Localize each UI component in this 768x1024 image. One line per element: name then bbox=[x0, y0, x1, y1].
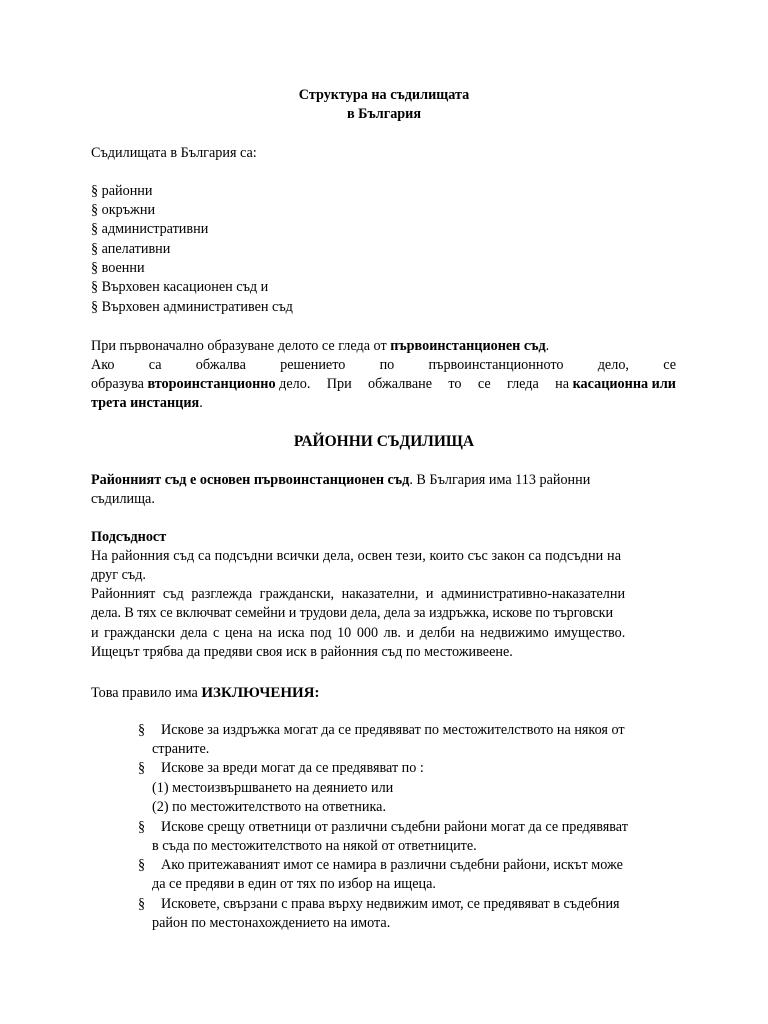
exception-item: Ако притежаваният имот се намира в различни съдебни райони, искът може bbox=[161, 857, 623, 873]
bold-term: първоинстанционен съд bbox=[390, 338, 546, 354]
word: решението bbox=[280, 357, 346, 373]
court-list-item: § военни bbox=[91, 260, 145, 276]
instance-paragraph-line bbox=[91, 375, 676, 394]
exception-item: Искове срещу ответници от различни съдебни райони могат да се предявяват bbox=[161, 819, 628, 835]
exception-item: страните. bbox=[152, 741, 210, 757]
court-list-item: § Върховен административен съд bbox=[91, 299, 293, 315]
word: първоинстанционното bbox=[428, 357, 564, 373]
section-sign-icon: § bbox=[138, 722, 146, 738]
jurisdiction-line: друг съд. bbox=[91, 567, 146, 583]
bold-term: трета инстанция bbox=[91, 395, 200, 411]
jurisdiction-heading: Подсъдност bbox=[91, 529, 167, 545]
text-run: на касационна или bbox=[555, 376, 676, 392]
word: по bbox=[379, 357, 395, 373]
text-run: . bbox=[199, 395, 203, 411]
word: гледа bbox=[506, 376, 539, 392]
text-run: Районният съд е основен първоинстанционен съд. В България има 113 районни bbox=[91, 472, 591, 488]
section-heading: РАЙОННИ СЪДИЛИЩА bbox=[293, 433, 475, 450]
word: обжалване bbox=[368, 376, 433, 392]
district-court-line bbox=[91, 471, 676, 490]
text-run: При първоначално образуване делото се гледа от bbox=[91, 338, 387, 354]
instance-paragraph-line bbox=[91, 356, 676, 375]
exception-item: район по местонахождението на имота. bbox=[152, 915, 391, 931]
word: са bbox=[148, 357, 162, 373]
intro-text: Съдилищата в България са: bbox=[91, 145, 257, 161]
section-sign-icon: § bbox=[138, 760, 146, 776]
instance-paragraph-line bbox=[91, 394, 203, 413]
text-run: образува второинстанционно дело. bbox=[91, 376, 311, 392]
exception-item: в съда по местожителството на някой от ответниците. bbox=[152, 838, 477, 854]
exception-item: (2) по местожителството на ответника. bbox=[152, 799, 386, 815]
court-list-item: § административни bbox=[91, 221, 209, 237]
exception-item: (1) местоизвършването на деянието или bbox=[152, 780, 394, 796]
exception-item: Искове за вреди могат да се предявяват по : bbox=[161, 760, 424, 776]
section-sign-icon: § bbox=[138, 896, 146, 912]
word: обжалва bbox=[195, 357, 246, 373]
section-sign-icon: § bbox=[138, 857, 146, 873]
court-list-item: § районни bbox=[91, 183, 153, 199]
word: Ако bbox=[91, 357, 115, 373]
instance-paragraph-line bbox=[91, 337, 549, 356]
page-subtitle: в България bbox=[346, 106, 422, 122]
word: се bbox=[477, 376, 491, 392]
exceptions-intro bbox=[91, 684, 320, 703]
word: При bbox=[326, 376, 352, 392]
exception-item: Искове за издръжка могат да се предявяват по местожителството на някоя от bbox=[161, 722, 625, 738]
text-run: Това правило има bbox=[91, 685, 198, 701]
jurisdiction-line: дела. В тях се включват семейни и трудови дела, дела за издръжка, искове по търговски bbox=[91, 605, 613, 621]
word: то bbox=[448, 376, 462, 392]
jurisdiction-line: Ищецът трябва да предяви своя иск в районния съд по местоживеене. bbox=[91, 644, 513, 660]
jurisdiction-line: На районния съд са подсъдни всички дела, освен тези, които със закон са подсъдни на bbox=[91, 548, 622, 564]
section-sign-icon: § bbox=[138, 819, 146, 835]
bold-term: ИЗКЛЮЧЕНИЯ: bbox=[201, 685, 320, 701]
court-list-item: § Върховен касационен съд и bbox=[91, 279, 269, 295]
jurisdiction-line: Районният съд разглежда граждански, наказателни, и административно-наказателни bbox=[91, 586, 626, 602]
text-run: . bbox=[545, 338, 550, 354]
exception-item: да се предяви в един от тях по избор на ищеца. bbox=[152, 876, 436, 892]
jurisdiction-line: и граждански дела с цена на иска под 10 000 лв. и делби на недвижимо имущество. bbox=[91, 625, 626, 641]
court-list-item: § апелативни bbox=[91, 241, 171, 257]
exception-item: Исковете, свързани с права върху недвижим имот, се предявяват в съдебния bbox=[161, 896, 620, 912]
district-court-line: съдилища. bbox=[91, 491, 155, 507]
word: се bbox=[663, 357, 676, 373]
page-title: Структура на съдилищата bbox=[298, 87, 470, 103]
word: дело, bbox=[597, 357, 629, 373]
court-list-item: § окръжни bbox=[91, 202, 156, 218]
